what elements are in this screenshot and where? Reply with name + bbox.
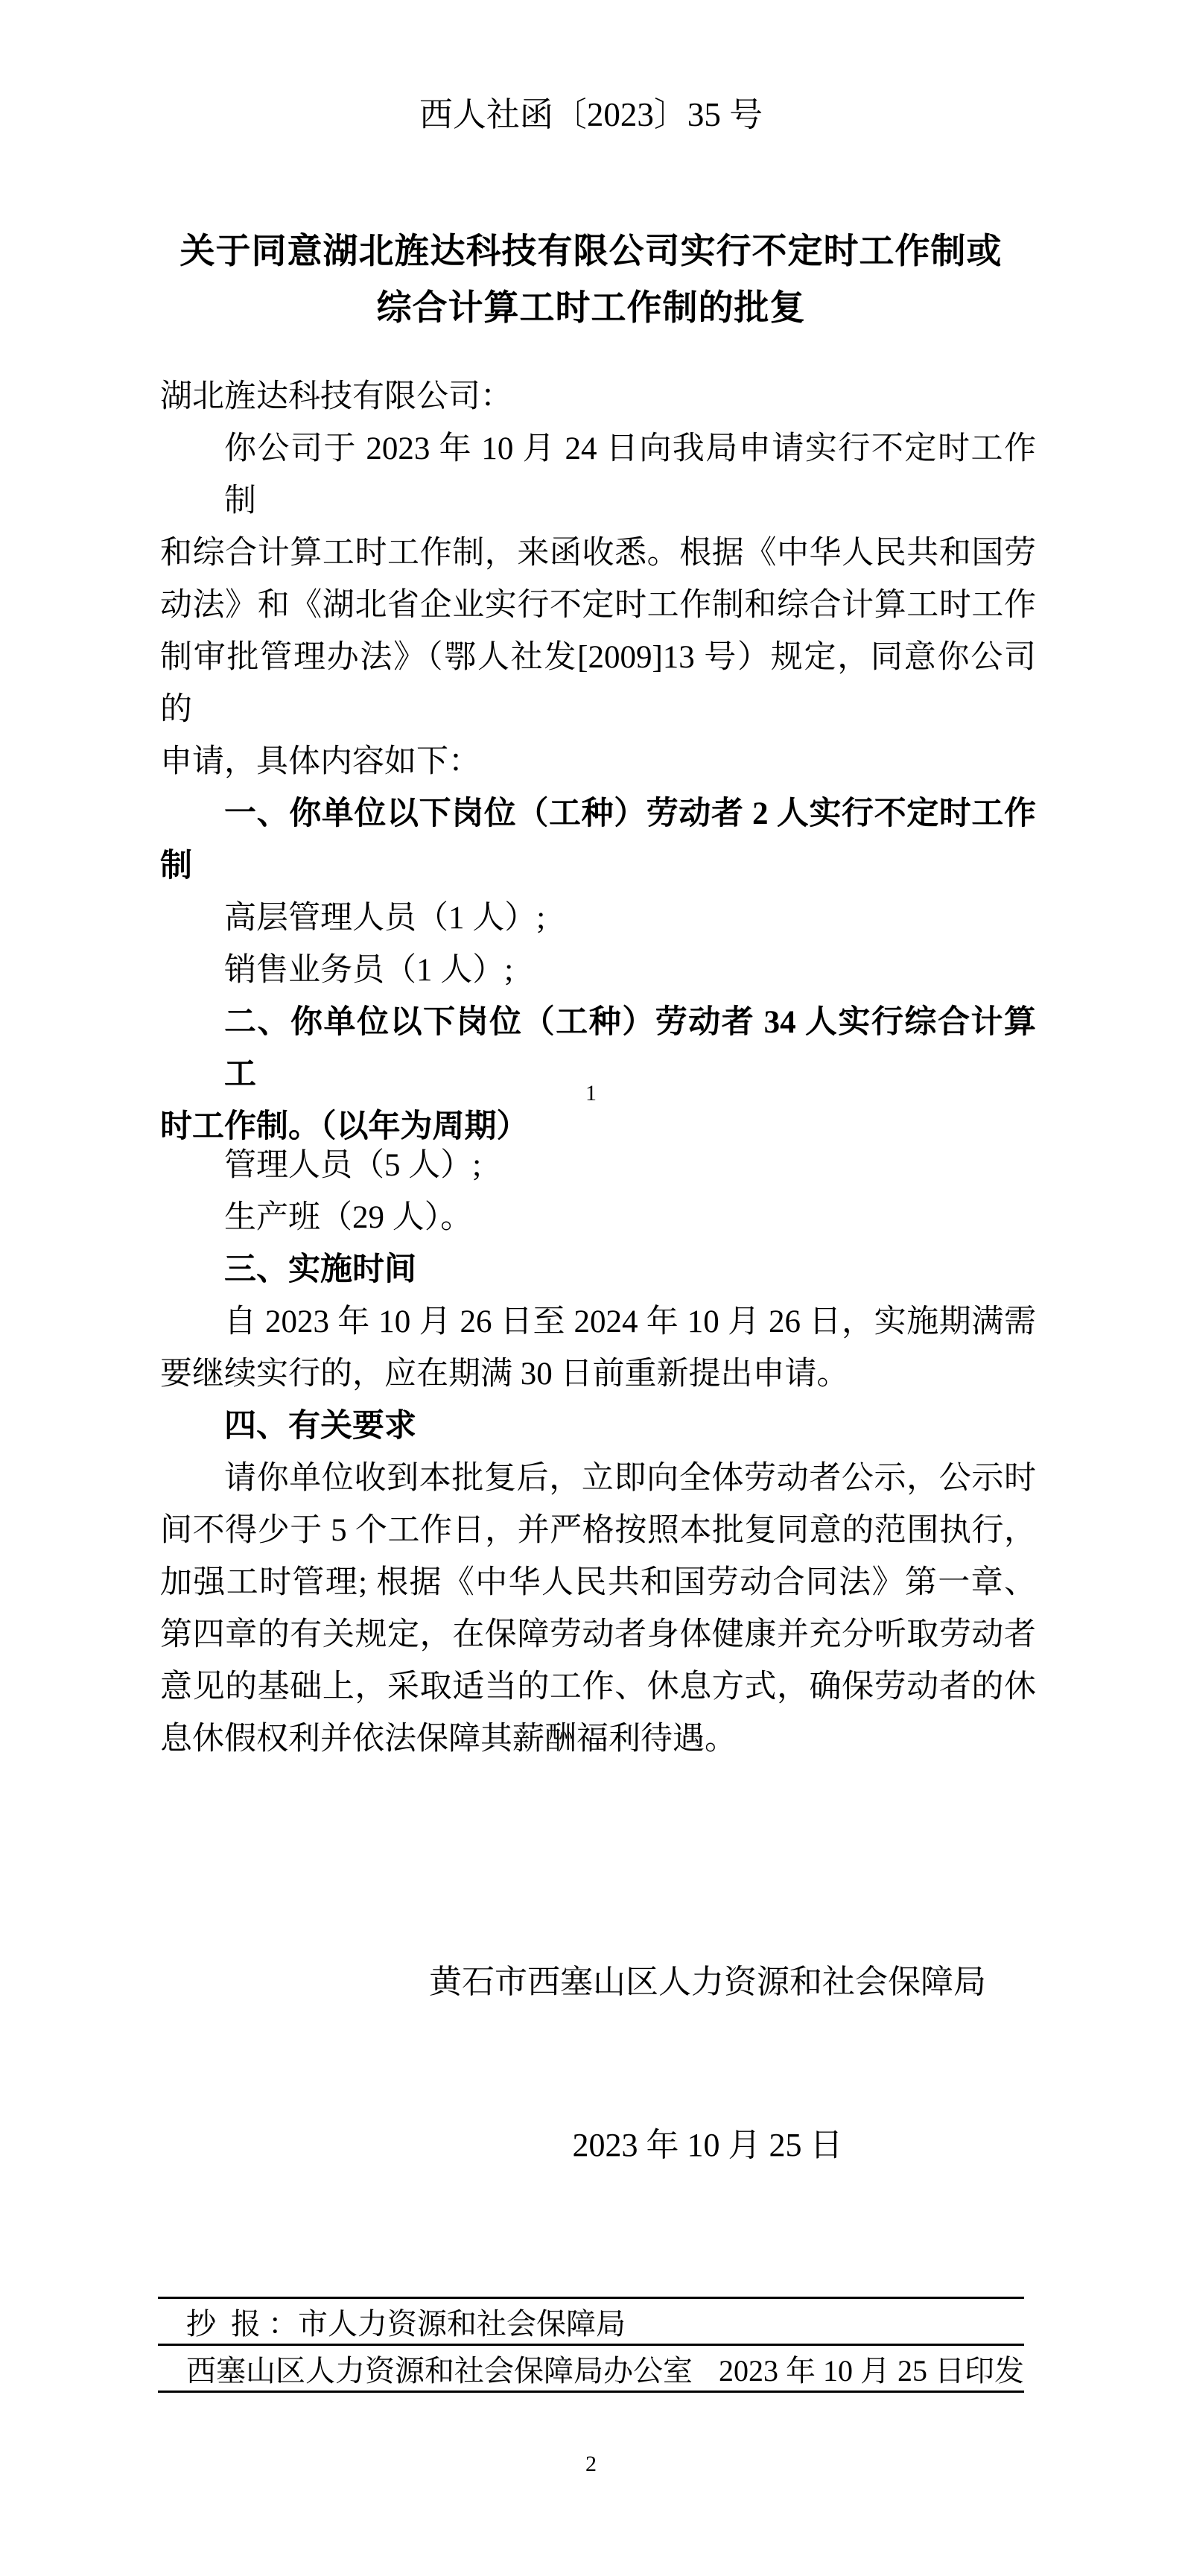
footer-cc-row — [158, 2299, 1024, 2346]
body-line: 动法》和《湖北省企业实行不定时工作制和综合计算工时工作 — [160, 588, 1036, 623]
footer-issue-date: 2023 年 10 月 25 日印发 — [719, 2353, 1024, 2388]
body-line: 请你单位收到本批复后，立即向全体劳动者公示，公示时 — [224, 1461, 1036, 1496]
footer-issuer: 西塞山区人力资源和社会保障局办公室 — [186, 2353, 693, 2388]
signature-date: 2023 年 10 月 25 日 — [572, 2127, 843, 2163]
body-line: 自 2023 年 10 月 26 日至 2024 年 10 月 26 日，实施期满需 — [224, 1304, 1036, 1339]
body-line: 间不得少于 5 个工作日，并严格按照本批复同意的范围执行， — [160, 1513, 1036, 1548]
doc-number: 西人社函〔2023〕35 号 — [419, 96, 763, 133]
signature-block — [358, 1846, 1058, 2281]
body-line: 管理人员（5 人）; — [224, 1148, 482, 1183]
body-line: 第四章的有关规定，在保障劳动者身体健康并充分听取劳动者 — [160, 1617, 1036, 1652]
body-line: 三、实施时间 — [224, 1252, 416, 1287]
body-line: 生产班（29 人）。 — [224, 1200, 473, 1235]
body-line: 申请，具体内容如下： — [160, 744, 480, 779]
body-line: 销售业务员（1 人）; — [224, 953, 514, 988]
body-line: 你公司于 2023 年 10 月 24 日向我局申请实行不定时工作制 — [224, 431, 1036, 518]
body-line: 制 — [160, 848, 192, 883]
title-line-1: 关于同意湖北旌达科技有限公司实行不定时工作制或 — [179, 232, 1003, 271]
body-line: 四、有关要求 — [224, 1409, 416, 1444]
body-line: 时工作制。（以年为周期） — [160, 1109, 529, 1144]
footer-cc-line: 抄 报 ：市人力资源和社会保障局 — [186, 2306, 626, 2341]
signature-agency: 黄石市西塞山区人力资源和社会保障局 — [429, 1964, 986, 2000]
body-line: 制审批管理办法》（鄂人社发[2009]13 号）规定，同意你公司的 — [160, 640, 1036, 727]
body-line: 一、你单位以下岗位（工种）劳动者 2 人实行不定时工作 — [224, 796, 1036, 831]
document-body-page1 — [160, 371, 1036, 1153]
body-line: 加强工时管理; 根据《中华人民共和国劳动合同法》第一章、 — [160, 1565, 1036, 1600]
body-line: 二、你单位以下岗位（工种）劳动者 34 人实行综合计算工 — [224, 1005, 1036, 1092]
page-number-2: 2 — [585, 2452, 597, 2476]
page-number-1: 1 — [585, 1081, 597, 1105]
body-line: 高层管理人员（1 人）; — [224, 901, 546, 936]
body-line: 湖北旌达科技有限公司： — [160, 379, 512, 414]
body-line: 息休假权利并依法保障其薪酬福利待遇。 — [160, 1722, 737, 1757]
document-body-page2 — [160, 1140, 1036, 1766]
body-line: 要继续实行的，应在期满 30 日前重新提出申请。 — [160, 1357, 849, 1392]
document-title — [0, 223, 1182, 337]
title-line-2: 综合计算工时工作制的批复 — [376, 289, 806, 328]
body-line: 和综合计算工时工作制，来函收悉。根据《中华人民共和国劳 — [160, 536, 1036, 571]
footer-issue-row — [158, 2346, 1024, 2393]
body-line: 意见的基础上，采取适当的工作、休息方式，确保劳动者的休 — [160, 1669, 1036, 1704]
footer-block — [158, 2297, 1024, 2393]
